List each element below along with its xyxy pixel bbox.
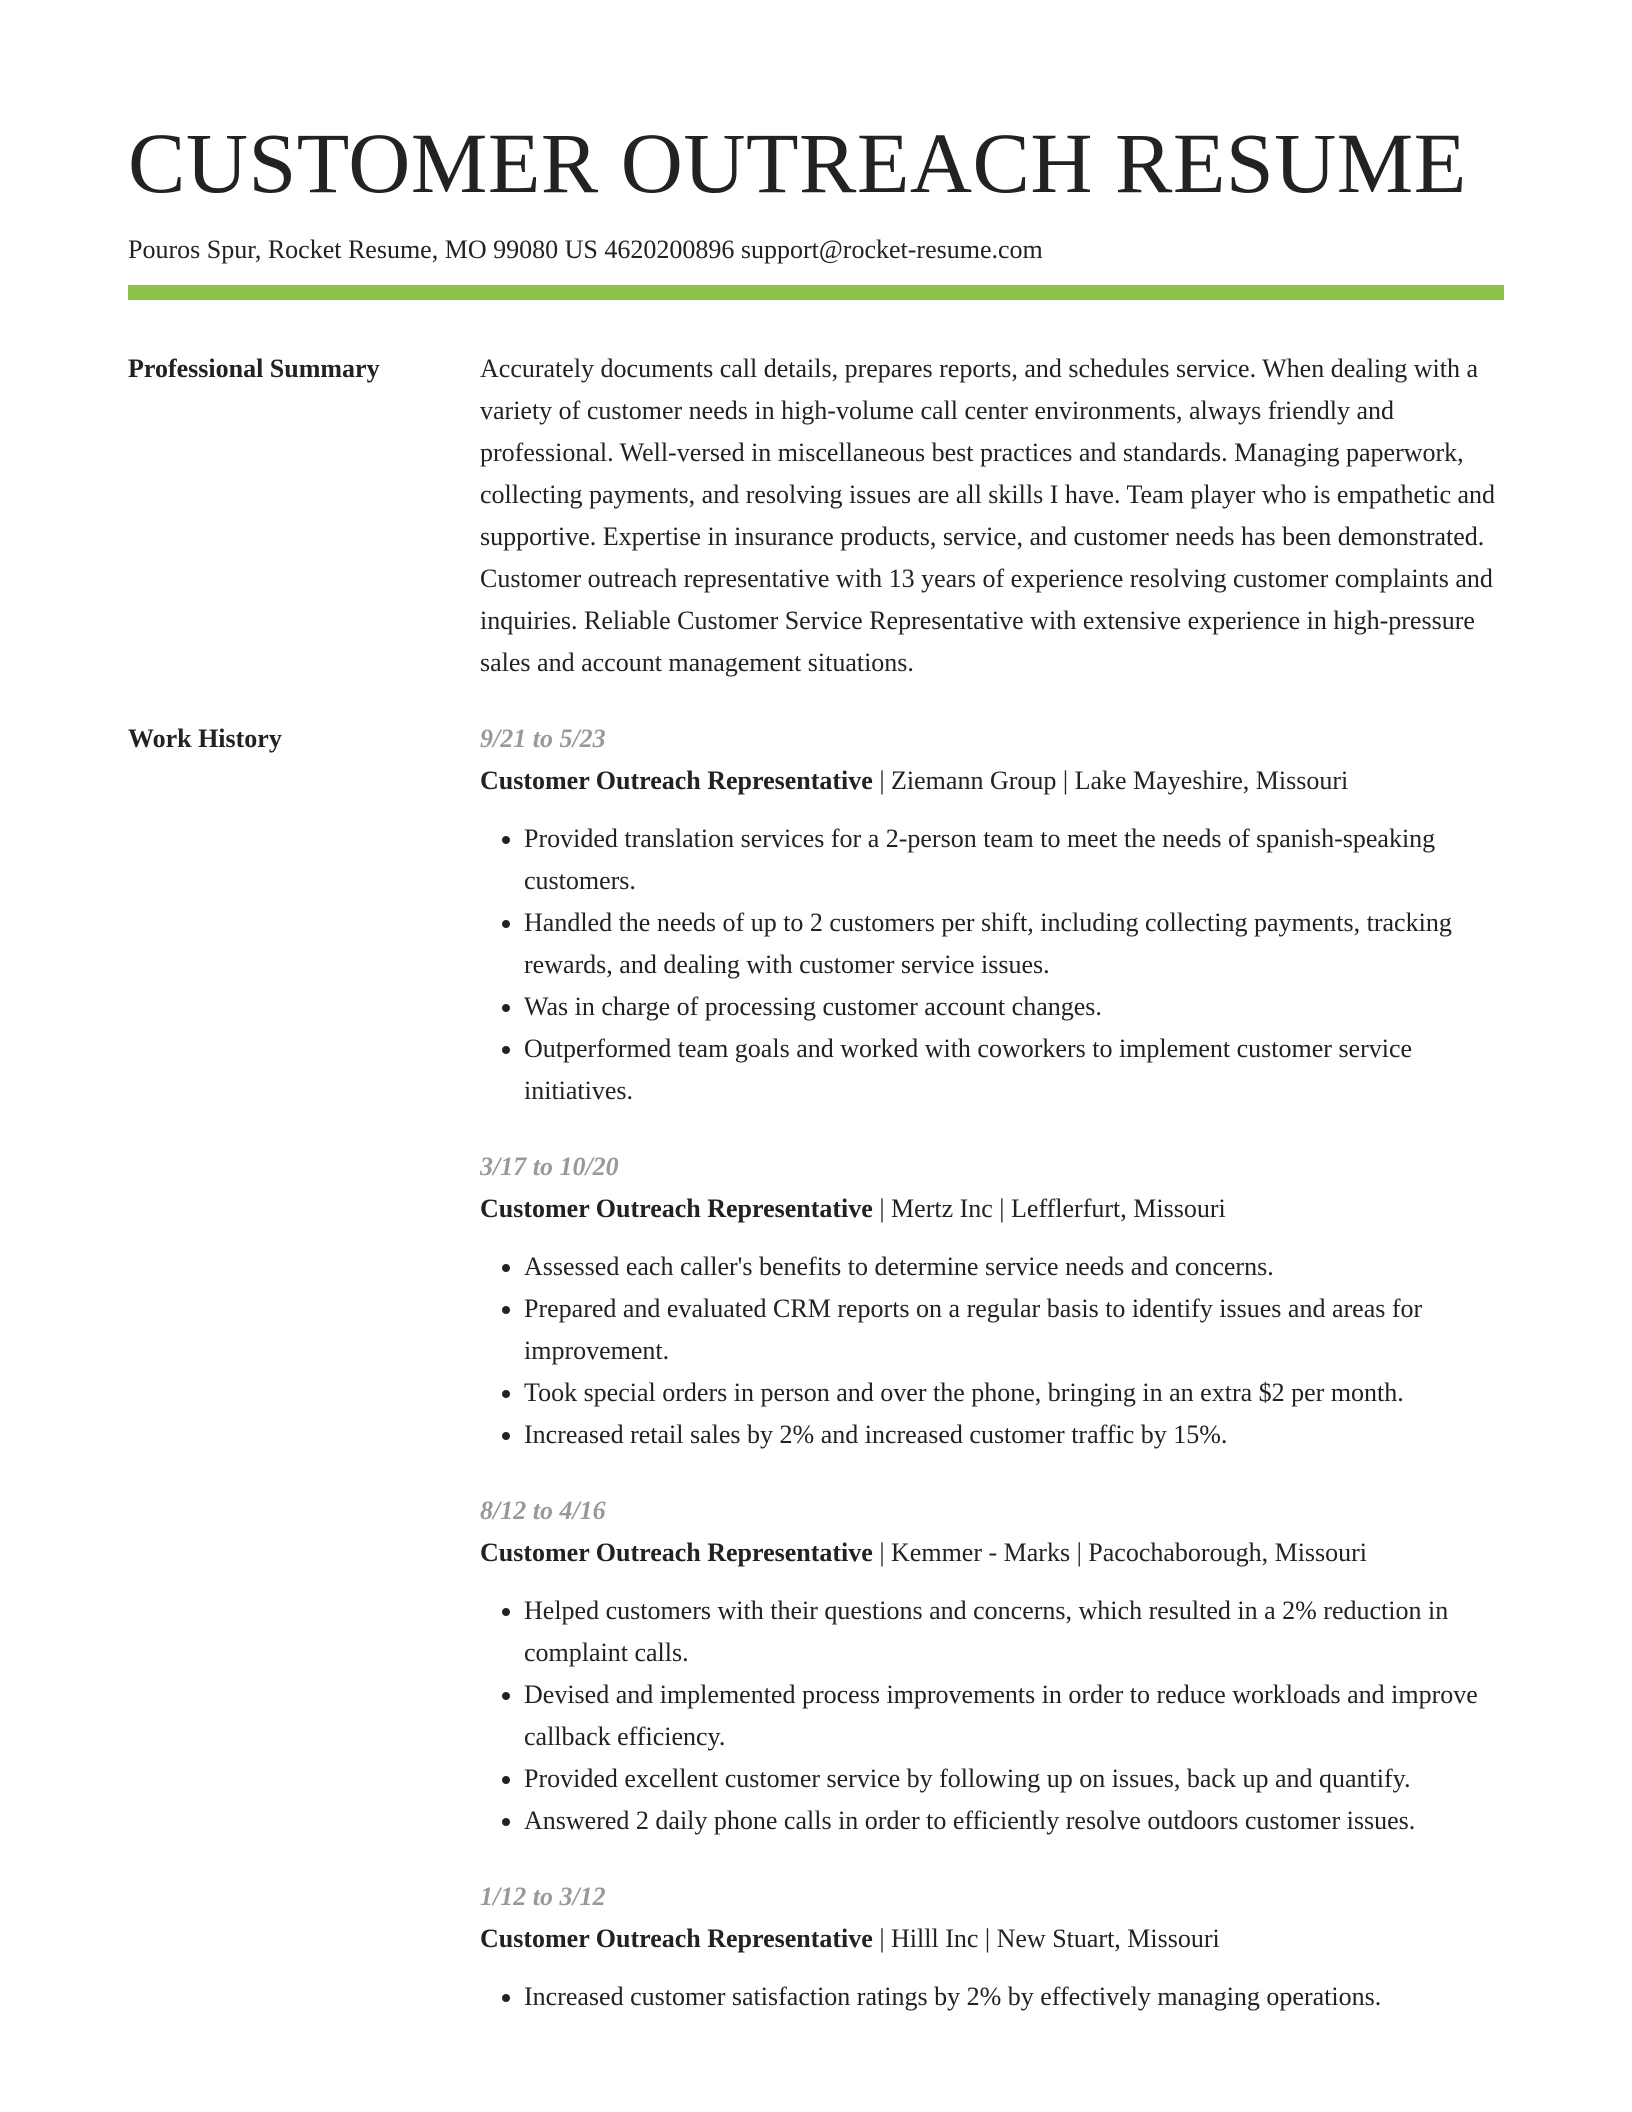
job-bullet: • Assessed each caller's benefits to determine service needs and concerns. — [524, 1246, 1504, 1288]
work-history-body — [480, 718, 1504, 2052]
job-entry — [480, 1490, 1504, 1842]
job-bullet: • Increased customer satisfaction ratings by 2% by effectively managing operations. — [524, 1976, 1504, 2018]
summary-body — [480, 348, 1504, 684]
job-details: | Hilll Inc | New Stuart, Missouri — [872, 1924, 1220, 1954]
job-heading — [480, 1188, 1504, 1230]
job-dates: 3/17 to 10/20 — [480, 1152, 619, 1182]
job-dates: 8/12 to 4/16 — [480, 1496, 606, 1526]
job-entry — [480, 1876, 1504, 2018]
resume-page — [128, 115, 1504, 2052]
summary-text: Accurately documents call details, prepares reports, and schedules service. When dealing with a variety of customer needs in high-volume call center environments, always friendly and professional. Well-versed in miscellaneous best practices and standards. Managing paperwork, collecting payments, and resolving issues are all skills I have. Team player who is empathetic and supportive. Expertise in insurance products, service, and customer needs has been demonstrated. Customer outreach representative with 13 years of experience resolving customer complaints and inquiries. Reliable Customer Service Representative with extensive experience in high-pressure sales and account management situations. — [480, 354, 1496, 678]
job-bullet: • Outperformed team goals and worked with coworkers to implement customer service initiatives. — [524, 1028, 1504, 1112]
job-bullet: • Took special orders in person and over the phone, bringing in an extra $2 per month. — [524, 1372, 1504, 1414]
job-entry — [480, 718, 1504, 1112]
job-details: | Kemmer - Marks | Pacochaborough, Missouri — [872, 1538, 1368, 1568]
job-bullets — [480, 1590, 1504, 1842]
job-bullet: • Handled the needs of up to 2 customers per shift, including collecting payments, tracking rewards, and dealing with customer service issues. — [524, 902, 1504, 986]
job-bullet: • Increased retail sales by 2% and increased customer traffic by 15%. — [524, 1414, 1504, 1456]
job-title: Customer Outreach Representative — [480, 1538, 873, 1568]
job-bullets — [480, 1976, 1504, 2018]
job-bullets — [480, 818, 1504, 1112]
job-bullet: • Provided translation services for a 2-person team to meet the needs of spanish-speaking customers. — [524, 818, 1504, 902]
job-bullets — [480, 1246, 1504, 1456]
job-entry — [480, 1146, 1504, 1456]
job-heading — [480, 1532, 1504, 1574]
job-title: Customer Outreach Representative — [480, 1194, 873, 1224]
work-history-label: Work History — [128, 724, 282, 754]
job-details: | Mertz Inc | Lefflerfurt, Missouri — [872, 1194, 1226, 1224]
job-details: | Ziemann Group | Lake Mayeshire, Missouri — [872, 766, 1349, 796]
job-bullet: • Prepared and evaluated CRM reports on a regular basis to identify issues and areas for improvement. — [524, 1288, 1504, 1372]
job-bullet: • Devised and implemented process improvements in order to reduce workloads and improve callback efficiency. — [524, 1674, 1504, 1758]
job-heading — [480, 760, 1504, 802]
work-history-section — [128, 718, 1504, 2052]
job-heading — [480, 1918, 1504, 1960]
summary-label: Professional Summary — [128, 354, 380, 384]
summary-section — [128, 348, 1504, 684]
job-bullet: • Was in charge of processing customer account changes. — [524, 986, 1504, 1028]
job-bullet: • Helped customers with their questions and concerns, which resulted in a 2% reduction in complaint calls. — [524, 1590, 1504, 1674]
job-bullet: • Answered 2 daily phone calls in order to efficiently resolve outdoors customer issues. — [524, 1800, 1504, 1842]
accent-rule — [128, 285, 1504, 300]
job-bullet: • Provided excellent customer service by following up on issues, back up and quantify. — [524, 1758, 1504, 1800]
contact-line: Pouros Spur, Rocket Resume, MO 99080 US 4620200896 support@rocket-resume.com — [128, 235, 1043, 264]
resume-title: CUSTOMER OUTREACH RESUME — [128, 115, 1467, 211]
job-dates: 1/12 to 3/12 — [480, 1882, 606, 1912]
job-title: Customer Outreach Representative — [480, 1924, 873, 1954]
job-title: Customer Outreach Representative — [480, 766, 873, 796]
job-dates: 9/21 to 5/23 — [480, 724, 606, 754]
